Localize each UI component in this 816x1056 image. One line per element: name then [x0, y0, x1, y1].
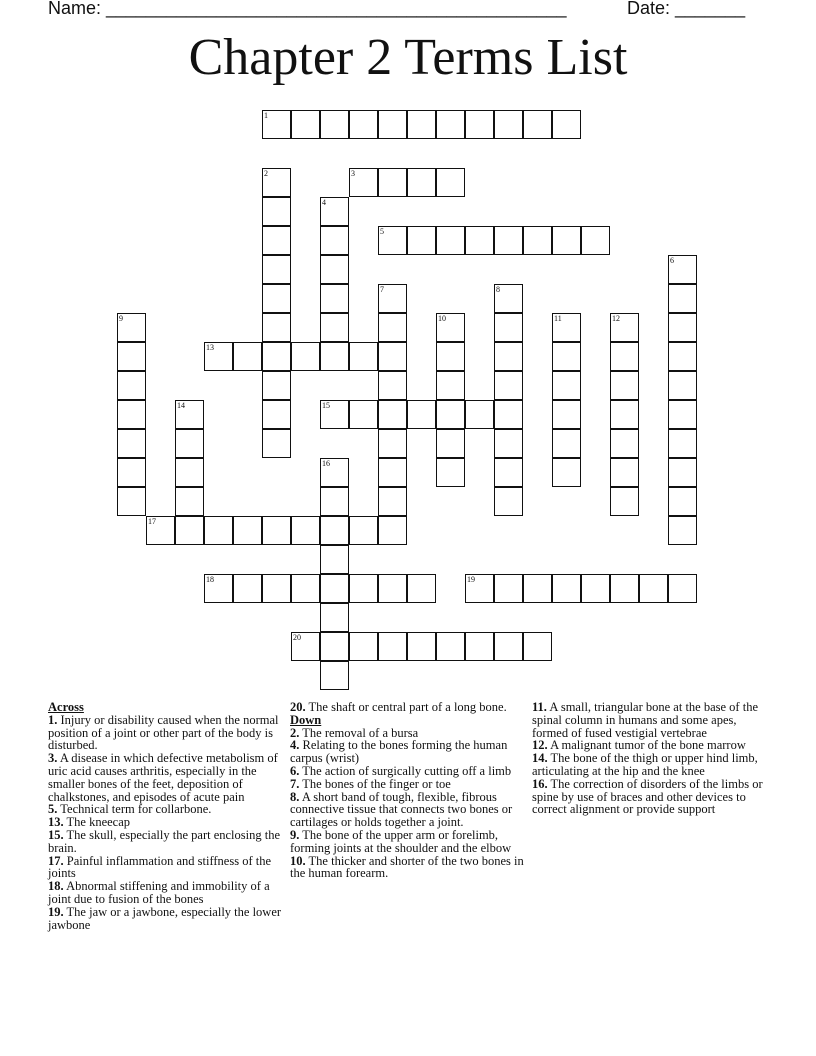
crossword-cell[interactable]: [320, 400, 349, 429]
clue-number: 13.: [48, 815, 64, 830]
crossword-cell[interactable]: [378, 632, 407, 661]
crossword-cell[interactable]: [494, 574, 523, 603]
crossword-cell[interactable]: [378, 458, 407, 487]
clue-number: 15.: [48, 827, 64, 842]
crossword-cell[interactable]: [436, 110, 465, 139]
crossword-cell[interactable]: [378, 516, 407, 545]
crossword-cell[interactable]: [436, 429, 465, 458]
crossword-cell[interactable]: [378, 429, 407, 458]
crossword-cell[interactable]: [378, 168, 407, 197]
crossword-cell[interactable]: [262, 284, 291, 313]
crossword-cell[interactable]: [378, 284, 407, 313]
crossword-cell[interactable]: [436, 371, 465, 400]
clue-number-label: 10: [438, 314, 446, 323]
crossword-cell[interactable]: [378, 574, 407, 603]
crossword-cell[interactable]: [523, 110, 552, 139]
clue-number: 9.: [290, 827, 300, 842]
clue-number-label: 3: [351, 169, 355, 178]
crossword-cell[interactable]: [552, 371, 581, 400]
crossword-cell[interactable]: [378, 110, 407, 139]
clue-text: The bone of the upper arm or forelimb, forming joints at the shoulder and the elbow: [290, 827, 512, 855]
crossword-cell[interactable]: [436, 226, 465, 255]
clue-number: 18.: [48, 879, 64, 894]
crossword-cell[interactable]: [436, 400, 465, 429]
crossword-cell[interactable]: [552, 226, 581, 255]
clue-text: The thicker and shorter of the two bones in the human forearm.: [290, 853, 524, 881]
crossword-cell[interactable]: [320, 545, 349, 574]
clue-number-label: 8: [496, 285, 500, 294]
crossword-cell[interactable]: [117, 400, 146, 429]
crossword-cell[interactable]: [378, 342, 407, 371]
crossword-cell[interactable]: [494, 458, 523, 487]
crossword-cell[interactable]: [668, 574, 697, 603]
page-title: Chapter 2 Terms List: [188, 29, 628, 86]
crossword-cell[interactable]: [349, 400, 378, 429]
crossword-cell[interactable]: [291, 342, 320, 371]
crossword-cell[interactable]: [262, 313, 291, 342]
crossword-cell[interactable]: [639, 574, 668, 603]
crossword-cell[interactable]: [262, 429, 291, 458]
clue-column-1: [48, 701, 283, 931]
clue-text: Painful inflammation and stiffness of the joints: [48, 853, 271, 881]
crossword-cell[interactable]: [175, 400, 204, 429]
clue-number-label: 7: [380, 285, 384, 294]
crossword-cell[interactable]: [465, 574, 494, 603]
clue-number: 19.: [48, 904, 64, 919]
crossword-cell[interactable]: [465, 226, 494, 255]
crossword-cell[interactable]: [465, 110, 494, 139]
crossword-cell[interactable]: [378, 487, 407, 516]
crossword-cell[interactable]: [610, 342, 639, 371]
crossword-cell[interactable]: [378, 313, 407, 342]
crossword-cell[interactable]: [320, 458, 349, 487]
clue-number: 1.: [48, 712, 58, 727]
crossword-cell[interactable]: [552, 400, 581, 429]
clue-number-label: 16: [322, 459, 330, 468]
clue-number: 20.: [290, 700, 306, 714]
crossword-cell[interactable]: [523, 574, 552, 603]
crossword-cell[interactable]: [494, 284, 523, 313]
clue-number-label: 12: [612, 314, 620, 323]
clue-number: 17.: [48, 853, 64, 868]
crossword-cell[interactable]: [610, 487, 639, 516]
crossword-cell[interactable]: [291, 516, 320, 545]
date-field[interactable]: Date: _______: [627, 0, 746, 18]
crossword-cell[interactable]: [117, 429, 146, 458]
clue-number: 2.: [290, 725, 300, 740]
clue-number-label: 5: [380, 227, 384, 236]
crossword-cell[interactable]: [523, 226, 552, 255]
clue-item: [290, 739, 526, 765]
crossword-cell[interactable]: [436, 342, 465, 371]
clue-item: [290, 829, 526, 855]
crossword-cell[interactable]: [320, 574, 349, 603]
clue-text: The bones of the finger or toe: [302, 776, 451, 791]
crossword-cell[interactable]: [523, 632, 552, 661]
crossword-cell[interactable]: [117, 342, 146, 371]
crossword-cell[interactable]: [117, 371, 146, 400]
crossword-cell[interactable]: [494, 110, 523, 139]
clue-item: [48, 752, 283, 803]
crossword-cell[interactable]: [320, 110, 349, 139]
clue-text: A small, triangular bone at the base of the spinal column in humans and some apes, formed of fused vestigial vertebrae: [532, 700, 758, 740]
crossword-cell[interactable]: [349, 342, 378, 371]
crossword-cell[interactable]: [494, 487, 523, 516]
crossword-cell[interactable]: [552, 458, 581, 487]
clue-text: A short band of tough, flexible, fibrous connective tissue that connects two bones or cartilages or holds together a joint.: [290, 789, 513, 830]
crossword-cell[interactable]: [610, 458, 639, 487]
crossword-cell[interactable]: [320, 632, 349, 661]
crossword-cell[interactable]: [262, 516, 291, 545]
clue-item: [48, 829, 283, 855]
clue-number-label: 1: [264, 111, 268, 120]
clue-text: The removal of a bursa: [302, 725, 419, 740]
crossword-cell[interactable]: [494, 342, 523, 371]
crossword-cell[interactable]: [291, 574, 320, 603]
crossword-cell[interactable]: [668, 458, 697, 487]
crossword-cell[interactable]: [552, 429, 581, 458]
crossword-cell[interactable]: [262, 400, 291, 429]
name-field[interactable]: Name: ______________________________________________: [48, 0, 567, 18]
crossword-cell[interactable]: [117, 458, 146, 487]
crossword-cell[interactable]: [320, 284, 349, 313]
clue-text: The shaft or central part of a long bone.: [308, 700, 507, 714]
crossword-cell[interactable]: [117, 487, 146, 516]
crossword-cell[interactable]: [668, 342, 697, 371]
crossword-cell[interactable]: [204, 574, 233, 603]
crossword-cell[interactable]: [175, 487, 204, 516]
clue-number-label: 14: [177, 401, 185, 410]
clue-text: Abnormal stiffening and immobility of a joint due to fusion of the bones: [48, 879, 270, 906]
crossword-cell[interactable]: [262, 574, 291, 603]
crossword-cell[interactable]: [668, 429, 697, 458]
crossword-cell[interactable]: [610, 400, 639, 429]
clue-number: 16.: [532, 776, 548, 791]
crossword-cell[interactable]: [349, 168, 378, 197]
crossword-cell[interactable]: [494, 632, 523, 661]
clue-number-label: 18: [206, 575, 214, 584]
clue-item: [532, 752, 768, 778]
clue-number-label: 17: [148, 517, 156, 526]
crossword-cell[interactable]: [407, 168, 436, 197]
crossword-cell[interactable]: [320, 255, 349, 284]
crossword-cell[interactable]: [262, 168, 291, 197]
crossword-cell[interactable]: [407, 632, 436, 661]
crossword-cell[interactable]: [581, 226, 610, 255]
crossword-cell[interactable]: [175, 458, 204, 487]
crossword-cell[interactable]: [552, 110, 581, 139]
crossword-cell[interactable]: [668, 400, 697, 429]
crossword-cell[interactable]: [349, 574, 378, 603]
clue-text: Injury or disability caused when the normal position of a joint or other part of the body is disturbed.: [48, 712, 279, 753]
crossword-cell[interactable]: [320, 342, 349, 371]
across-heading: Across: [48, 700, 84, 714]
crossword-cell[interactable]: [668, 516, 697, 545]
clue-number-label: 2: [264, 169, 268, 178]
crossword-cell[interactable]: [494, 313, 523, 342]
crossword-cell[interactable]: [262, 197, 291, 226]
crossword-cell[interactable]: [494, 226, 523, 255]
clue-number-label: 13: [206, 343, 214, 352]
clue-number: 11.: [532, 700, 547, 714]
crossword-cell[interactable]: [349, 632, 378, 661]
clue-item: [48, 906, 283, 932]
crossword-cell[interactable]: [233, 516, 262, 545]
crossword-cell[interactable]: [668, 371, 697, 400]
crossword-cell[interactable]: [465, 632, 494, 661]
crossword-cell[interactable]: [262, 110, 291, 139]
crossword-cell[interactable]: [610, 574, 639, 603]
crossword-cell[interactable]: [436, 458, 465, 487]
crossword-cell[interactable]: [204, 516, 233, 545]
crossword-cell[interactable]: [668, 487, 697, 516]
crossword-cell[interactable]: [349, 110, 378, 139]
crossword-cell[interactable]: [494, 429, 523, 458]
clue-item: [290, 701, 526, 714]
clue-number-label: 15: [322, 401, 330, 410]
crossword-cell[interactable]: [291, 110, 320, 139]
crossword-cell[interactable]: [320, 603, 349, 632]
crossword-cell[interactable]: [117, 313, 146, 342]
crossword-cell[interactable]: [668, 284, 697, 313]
crossword-cell[interactable]: [349, 516, 378, 545]
crossword-cell[interactable]: [436, 313, 465, 342]
crossword-cell[interactable]: [610, 371, 639, 400]
clue-number: 6.: [290, 763, 300, 778]
clue-text: The kneecap: [66, 815, 131, 830]
clue-number: 4.: [290, 738, 300, 753]
crossword-cell[interactable]: [494, 400, 523, 429]
crossword-cell[interactable]: [552, 313, 581, 342]
crossword-cell[interactable]: [262, 226, 291, 255]
clue-text: A malignant tumor of the bone marrow: [550, 738, 746, 753]
crossword-cell[interactable]: [320, 516, 349, 545]
crossword-cell[interactable]: [465, 400, 494, 429]
crossword-cell[interactable]: [581, 574, 610, 603]
clue-item: [532, 778, 768, 816]
clue-number-label: 6: [670, 256, 674, 265]
crossword-cell[interactable]: [407, 110, 436, 139]
clue-item: [532, 701, 768, 739]
clue-number: 8.: [290, 789, 300, 804]
clue-number: 7.: [290, 776, 300, 791]
clue-number-label: 20: [293, 633, 301, 642]
crossword-cell[interactable]: [668, 255, 697, 284]
crossword-cell[interactable]: [146, 516, 175, 545]
crossword-cell[interactable]: [175, 429, 204, 458]
clue-text: Relating to the bones forming the human carpus (wrist): [290, 738, 508, 766]
crossword-cell[interactable]: [378, 226, 407, 255]
crossword-cell[interactable]: [552, 574, 581, 603]
crossword-cell[interactable]: [320, 313, 349, 342]
clue-number: 3.: [48, 751, 58, 766]
clue-text: The action of surgically cutting off a limb: [302, 763, 512, 778]
crossword-cell[interactable]: [204, 342, 233, 371]
clue-text: Technical term for collarbone.: [60, 802, 212, 817]
clue-number: 12.: [532, 738, 548, 753]
clue-number-label: 19: [467, 575, 475, 584]
crossword-cell[interactable]: [320, 197, 349, 226]
crossword-cell[interactable]: [320, 487, 349, 516]
clue-item: [48, 880, 283, 906]
crossword-cell[interactable]: [494, 371, 523, 400]
clue-text: The jaw or a jawbone, especially the lower jawbone: [48, 904, 282, 932]
crossword-cell[interactable]: [407, 574, 436, 603]
clue-text: The bone of the thigh or upper hind limb, articulating at the hip and the knee: [532, 751, 758, 778]
clue-number-label: 4: [322, 198, 326, 207]
clue-text: The skull, especially the part enclosing the brain.: [48, 827, 281, 855]
crossword-cell[interactable]: [320, 661, 349, 690]
clue-column-3: [532, 701, 768, 816]
clue-item: [290, 791, 526, 829]
clue-item: [290, 855, 526, 881]
clue-number-label: 9: [119, 314, 123, 323]
crossword-cell[interactable]: [233, 342, 262, 371]
clue-number: 10.: [290, 853, 306, 868]
clue-column-2: [290, 701, 526, 880]
crossword-cell[interactable]: [262, 255, 291, 284]
crossword-cell[interactable]: [610, 313, 639, 342]
clue-number: 14.: [532, 751, 548, 766]
crossword-cell[interactable]: [407, 226, 436, 255]
crossword-cell[interactable]: [378, 400, 407, 429]
clue-number-label: 11: [554, 314, 562, 323]
crossword-cell[interactable]: [233, 574, 262, 603]
crossword-cell[interactable]: [668, 313, 697, 342]
crossword-cell[interactable]: [378, 371, 407, 400]
clue-number: 5.: [48, 802, 58, 817]
crossword-cell[interactable]: [436, 632, 465, 661]
crossword-cell[interactable]: [552, 342, 581, 371]
crossword-cell[interactable]: [262, 342, 291, 371]
crossword-cell[interactable]: [291, 632, 320, 661]
clue-item: [48, 714, 283, 752]
crossword-cell[interactable]: [610, 429, 639, 458]
down-heading: Down: [290, 712, 322, 727]
crossword-cell[interactable]: [262, 371, 291, 400]
clue-text: A disease in which defective metabolism of uric acid causes arthritis, especially in the smaller bones of the feet, deposition of chalkstones, and episodes of acute pain: [48, 751, 278, 804]
crossword-cell[interactable]: [407, 400, 436, 429]
crossword-cell[interactable]: [175, 516, 204, 545]
crossword-cell[interactable]: [436, 168, 465, 197]
clue-text: The correction of disorders of the limbs or spine by use of braces and other devices to correct alignment or provide support: [532, 776, 763, 817]
crossword-cell[interactable]: [320, 226, 349, 255]
clue-item: [48, 855, 283, 881]
